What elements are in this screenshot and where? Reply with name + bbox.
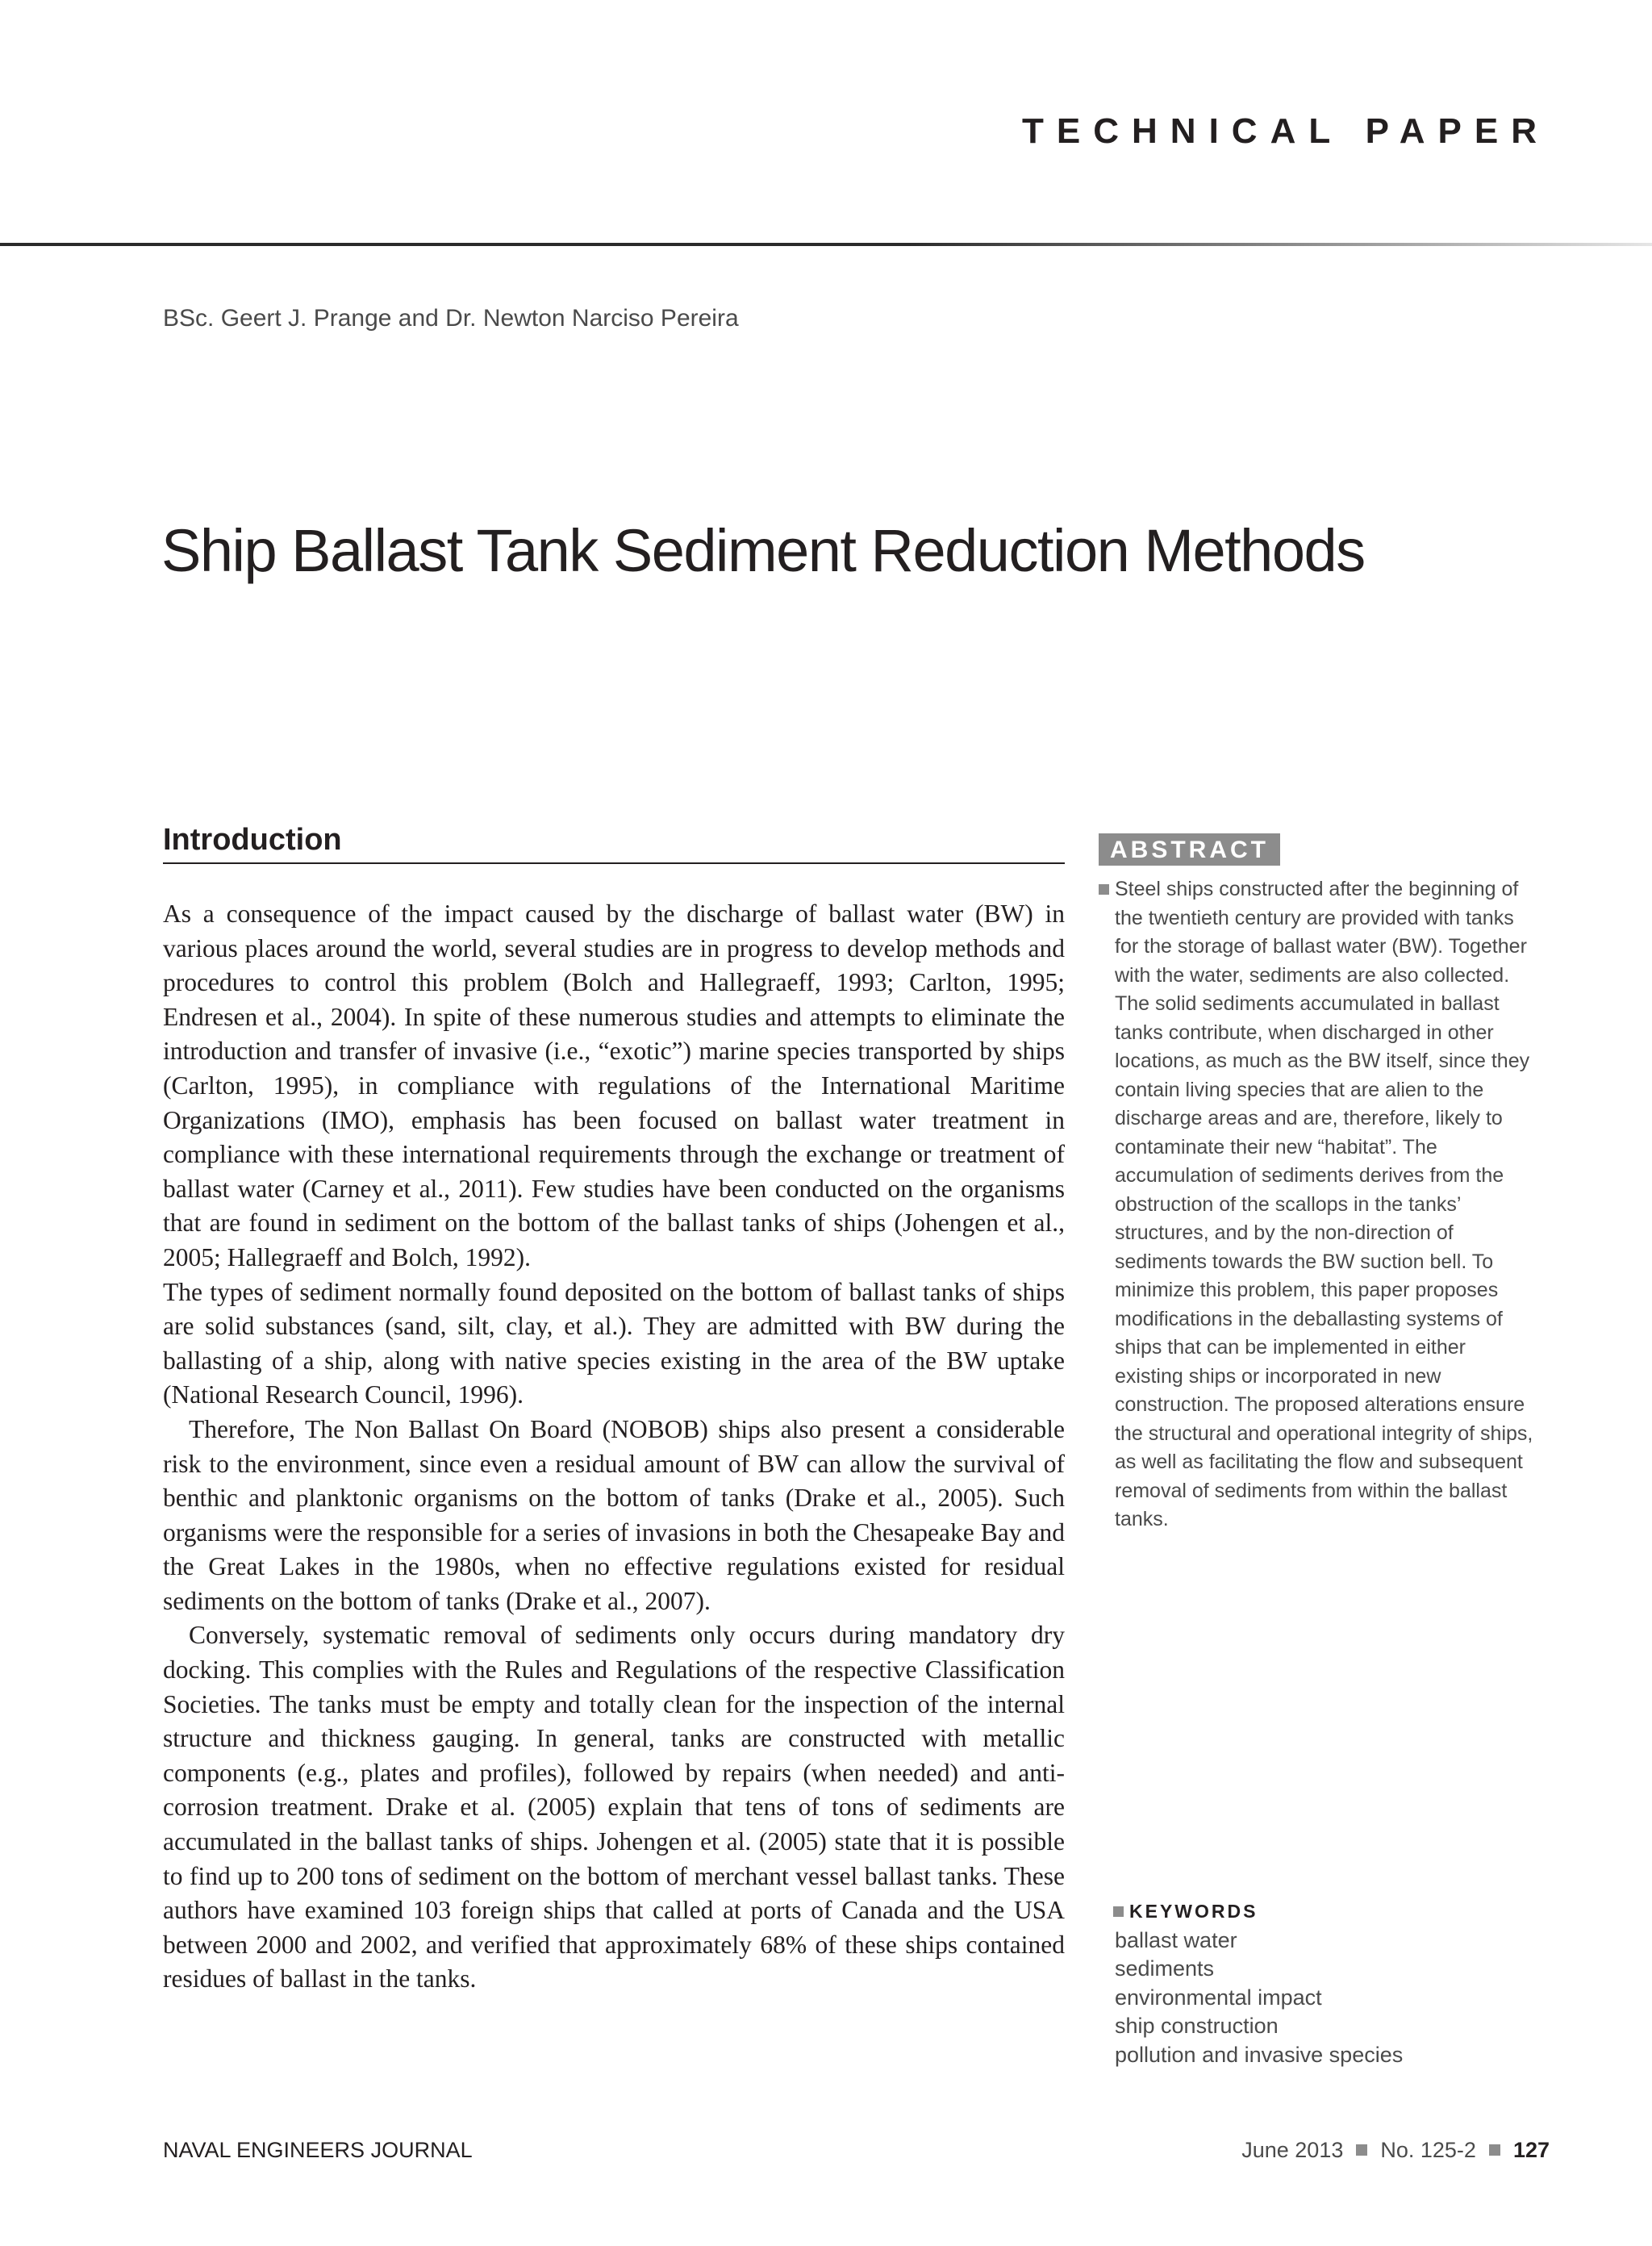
- keyword-item: ballast water: [1115, 1927, 1237, 1952]
- body-paragraph: The types of sediment normally found deposited on the bottom of ballast tanks of ships are solid substances (sand, silt, clay, et al.). They are admitted with BW during the ballasting of a ship, along with native species existing in the area of the BW uptake (National Research Council, 1996).: [163, 1277, 1065, 1409]
- body-paragraph: Therefore, The Non Ballast On Board (NOBOB) ships also present a considerable risk to the environment, since even a residual amount of BW can allow the survival of benthic and planktonic organisms on the bottom of tanks (Drake et al., 2005). Such organisms were the responsible for a series of invasions in both the Chesapeake Bay and the Great Lakes in the 1980s, when no effective regulations existed for residual sediments on the bottom of tanks (Drake et al., 2007).: [163, 1414, 1065, 1615]
- keyword-item: sediments: [1115, 1956, 1215, 1981]
- square-bullet-icon: [1113, 1906, 1124, 1917]
- section-label: TECHNICAL PAPER: [1022, 111, 1550, 151]
- footer-issue: No. 125-2: [1380, 2138, 1476, 2162]
- abstract-label: ABSTRACT: [1099, 833, 1280, 866]
- page-number: 127: [1512, 2138, 1550, 2162]
- header-divider: [0, 243, 1652, 246]
- introduction-heading: Introduction: [163, 823, 1065, 864]
- body-paragraph: As a consequence of the impact caused by the discharge of ballast water (BW) in various places around the world, several studies are in progress to develop methods and procedures to control this problem (Bolch and Hallegraeff, 1993; Carlton, 1995; Endresen et al., 2004). In spite of these numerous studies and attempts to eliminate the introduction and transfer of invasive (i.e., “exotic”) marine species transported by ships (Carlton, 1995), in compliance with regulations of the International Maritime Organizations (IMO), emphasis has been focused on ballast water treatment in compliance with these international requirements through the exchange or treatment of ballast water (Carney et al., 2011). Few studies have been conducted on the organisms that are found in sediment on the bottom of the ballast tanks of ships (Johengen et al., 2005; Hallegraeff and Bolch, 1992).: [163, 900, 1065, 1271]
- introduction-body: [163, 897, 1065, 1997]
- keyword-item: ship construction: [1115, 2014, 1279, 2038]
- keyword-item: environmental impact: [1115, 1985, 1322, 2010]
- keyword-item: pollution and invasive species: [1115, 2042, 1404, 2067]
- keywords-list: [1115, 1927, 1534, 2070]
- authors: BSc. Geert J. Prange and Dr. Newton Narciso Pereira: [163, 305, 739, 332]
- abstract-body: [1099, 875, 1534, 1534]
- paper-title: Ship Ballast Tank Sediment Reduction Methods: [161, 517, 1365, 584]
- keywords-heading: [1113, 1897, 1534, 1927]
- body-paragraph: Conversely, systematic removal of sediments only occurs during mandatory dry docking. This complies with the Rules and Regulations of the respective Classification Societies. The tanks must be empty and totally clean for the inspection of the internal structure and thickness gauging. In general, tanks are constructed with metallic components (e.g., plates and profiles), followed by repairs (when needed) and anti-corrosion treatment. Drake et al. (2005) explain that tens of tons of sediments are accumulated in the ballast tanks of ships. Johengen et al. (2005) state that it is possible to find up to 200 tons of sediment on the bottom of merchant vessel ballast tanks. These authors have examined 103 foreign ships that called at ports of Canada and the USA between 2000 and 2002, and verified that approximately 68% of these ships contained residues of ballast in the tanks.: [163, 1621, 1065, 1993]
- keywords-label: KEYWORDS: [1129, 1901, 1258, 1922]
- abstract-text: Steel ships constructed after the beginning of the twentieth century are provided with tanks for the storage of ballast water (BW). Together with the water, sediments are also collected. The solid sediments accumulated in ballast tanks contribute, when discharged in other locations, as much as the BW itself, since they contain living species that are alien to the discharge areas and are, therefore, likely to contaminate their new “habitat”. The accumulation of sediments derives from the obstruction of the scallops in the tanks’ structures, and by the non-direction of sediments towards the BW suction bell. To minimize this problem, this paper proposes modifications in the deballasting systems of ships that can be implemented in either existing ships or incorporated in new construction. The proposed alterations ensure the structural and operational integrity of ships, as well as facilitating the flow and subsequent removal of sediments from within the ballast tanks.: [1115, 878, 1533, 1530]
- footer-journal-name: NAVAL ENGINEERS JOURNAL: [163, 2138, 473, 2162]
- square-bullet-icon: [1099, 884, 1109, 895]
- keywords-block: [1115, 1897, 1534, 2069]
- separator-square-icon: [1489, 2144, 1500, 2156]
- footer-date: June 2013: [1241, 2138, 1344, 2162]
- separator-square-icon: [1356, 2144, 1367, 2156]
- footer-issue-info: [1241, 2138, 1550, 2163]
